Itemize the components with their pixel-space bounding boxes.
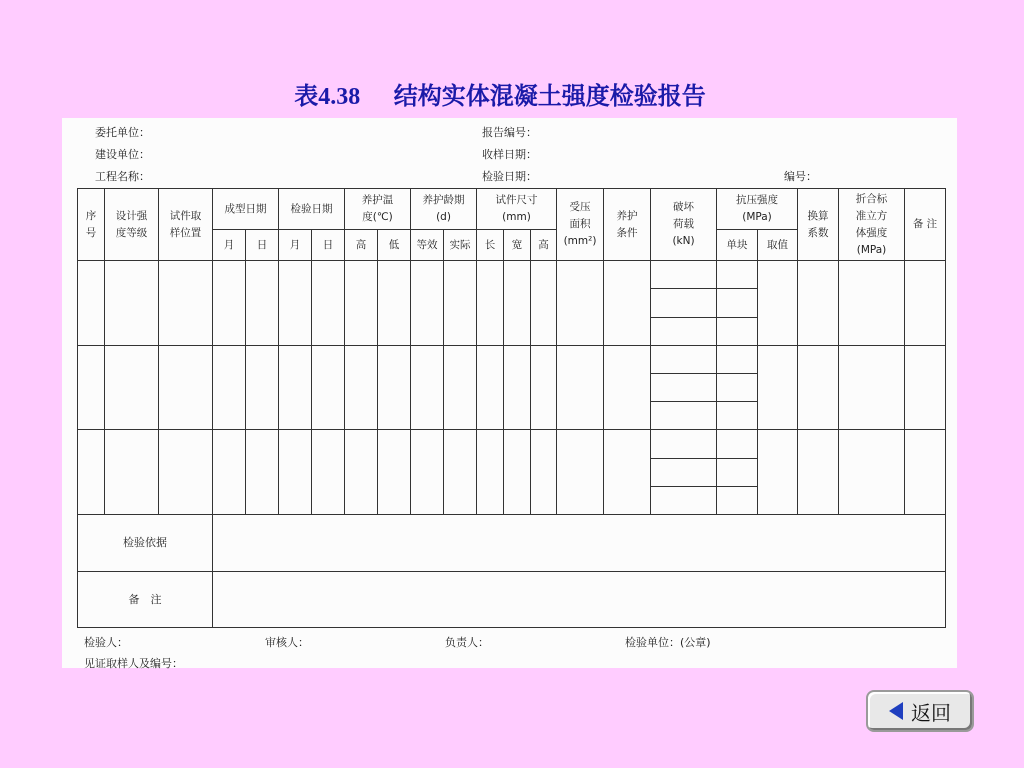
sub-actual: 实际 xyxy=(444,230,477,261)
report-table xyxy=(77,188,946,628)
construction-field: 建设单位： xyxy=(95,148,150,161)
table-cell xyxy=(905,261,946,346)
table-cell xyxy=(717,373,758,401)
table-cell xyxy=(651,345,717,373)
table-cell xyxy=(504,345,531,430)
table-cell xyxy=(477,430,504,515)
col-factor: 换算 系数 xyxy=(798,189,839,261)
table-cell xyxy=(105,261,159,346)
table-cell xyxy=(717,458,758,486)
table-cell xyxy=(651,430,717,458)
basis-label: 检验依据 xyxy=(78,515,213,571)
table-cell xyxy=(717,430,758,458)
table-cell xyxy=(411,430,444,515)
sub-high: 高 xyxy=(345,230,378,261)
table-cell xyxy=(378,261,411,346)
table-cell xyxy=(798,261,839,346)
test-date-field: 检验日期： xyxy=(482,170,537,183)
back-button[interactable] xyxy=(866,690,974,732)
table-cell xyxy=(531,261,557,346)
table-cell xyxy=(839,430,905,515)
table-cell xyxy=(557,345,604,430)
table-cell xyxy=(604,430,651,515)
inspection-unit-field: 检验单位：(公章) xyxy=(625,636,711,649)
table-cell xyxy=(717,261,758,289)
table-cell xyxy=(378,345,411,430)
sub-width: 宽 xyxy=(504,230,531,261)
col-remark: 备 注 xyxy=(905,189,946,261)
table-cell xyxy=(839,345,905,430)
table-cell xyxy=(78,261,105,346)
serial-field: 编号： xyxy=(784,170,817,183)
col-area: 受压 面积 (mm²) xyxy=(557,189,604,261)
table-cell xyxy=(378,430,411,515)
sub-month: 月 xyxy=(279,230,312,261)
table-cell xyxy=(444,430,477,515)
table-cell xyxy=(444,345,477,430)
table-cell xyxy=(557,261,604,346)
project-field: 工程名称： xyxy=(95,170,150,183)
table-cell xyxy=(159,430,213,515)
table-cell xyxy=(798,430,839,515)
table-cell xyxy=(717,289,758,317)
table-cell xyxy=(444,261,477,346)
responsible-field: 负责人： xyxy=(445,636,489,649)
table-cell xyxy=(477,345,504,430)
table-cell xyxy=(246,261,279,346)
table-cell xyxy=(504,430,531,515)
table-cell xyxy=(504,261,531,346)
table-cell xyxy=(105,345,159,430)
col-sample-position: 试件取 样位置 xyxy=(159,189,213,261)
title-prefix: 表 xyxy=(294,81,319,110)
page-title xyxy=(0,76,1000,111)
table-cell xyxy=(651,486,717,514)
report-form-sheet xyxy=(62,118,957,668)
col-compressive-strength: 抗压强度 (MPa) xyxy=(717,189,798,230)
sub-equivalent: 等效 xyxy=(411,230,444,261)
col-specimen-size: 试件尺寸 (mm) xyxy=(477,189,557,230)
col-cure-condition: 养护 条件 xyxy=(604,189,651,261)
table-cell xyxy=(651,261,717,289)
table-cell xyxy=(905,345,946,430)
table-cell xyxy=(717,345,758,373)
sub-value: 取值 xyxy=(758,230,798,261)
table-cell xyxy=(411,345,444,430)
col-failure-load: 破坏 荷载 (kN) xyxy=(651,189,717,261)
witness-field: 见证取样人及编号： xyxy=(84,657,183,670)
sub-single: 单块 xyxy=(717,230,758,261)
table-cell xyxy=(758,261,798,346)
reviewer-field: 审核人： xyxy=(265,636,309,649)
table-cell xyxy=(839,261,905,346)
table-cell xyxy=(477,261,504,346)
table-cell xyxy=(213,345,246,430)
table-cell xyxy=(279,430,312,515)
table-cell xyxy=(651,402,717,430)
basis-value xyxy=(213,515,946,571)
table-cell xyxy=(312,430,345,515)
table-cell xyxy=(213,261,246,346)
table-cell xyxy=(78,345,105,430)
sub-height: 高 xyxy=(531,230,557,261)
back-arrow-icon xyxy=(889,702,903,720)
table-cell xyxy=(159,261,213,346)
table-cell xyxy=(758,345,798,430)
table-cell xyxy=(531,345,557,430)
inspector-field: 检验人： xyxy=(84,636,128,649)
sub-length: 长 xyxy=(477,230,504,261)
table-cell xyxy=(651,317,717,345)
table-cell xyxy=(717,486,758,514)
table-cell xyxy=(798,345,839,430)
table-cell xyxy=(345,430,378,515)
col-form-date: 成型日期 xyxy=(213,189,279,230)
remarks-label: 备 注 xyxy=(78,571,213,627)
table-cell xyxy=(905,430,946,515)
table-cell xyxy=(717,317,758,345)
table-cell xyxy=(105,430,159,515)
table-cell xyxy=(411,261,444,346)
table-number: 4.38 xyxy=(318,84,361,110)
client-field: 委托单位： xyxy=(95,126,150,139)
col-seq: 序 号 xyxy=(78,189,105,261)
table-cell xyxy=(651,458,717,486)
remarks-value xyxy=(213,571,946,627)
col-test-date: 检验日期 xyxy=(279,189,345,230)
table-cell xyxy=(557,430,604,515)
table-cell xyxy=(604,261,651,346)
table-cell xyxy=(651,373,717,401)
report-number-field: 报告编号： xyxy=(482,126,537,139)
table-cell xyxy=(345,261,378,346)
sub-day: 日 xyxy=(312,230,345,261)
table-cell xyxy=(717,402,758,430)
col-design-grade: 设计强 度等级 xyxy=(105,189,159,261)
table-cell xyxy=(345,345,378,430)
table-cell xyxy=(312,261,345,346)
table-cell xyxy=(604,345,651,430)
back-button-label: 返回 xyxy=(911,700,951,725)
table-cell xyxy=(279,345,312,430)
table-cell xyxy=(246,430,279,515)
col-cube-strength: 折合标 准立方 体强度 (MPa) xyxy=(839,189,905,261)
table-cell xyxy=(758,430,798,515)
sub-low: 低 xyxy=(378,230,411,261)
sample-date-field: 收样日期： xyxy=(482,148,537,161)
sub-day: 日 xyxy=(246,230,279,261)
table-cell xyxy=(312,345,345,430)
table-cell xyxy=(246,345,279,430)
table-cell xyxy=(213,430,246,515)
col-cure-age: 养护龄期 (d) xyxy=(411,189,477,230)
col-cure-temp: 养护温 度(℃) xyxy=(345,189,411,230)
table-cell xyxy=(279,261,312,346)
table-cell xyxy=(159,345,213,430)
sub-month: 月 xyxy=(213,230,246,261)
table-cell xyxy=(78,430,105,515)
table-cell xyxy=(651,289,717,317)
table-cell xyxy=(531,430,557,515)
title-text: 结构实体混凝土强度检验报告 xyxy=(393,81,706,110)
